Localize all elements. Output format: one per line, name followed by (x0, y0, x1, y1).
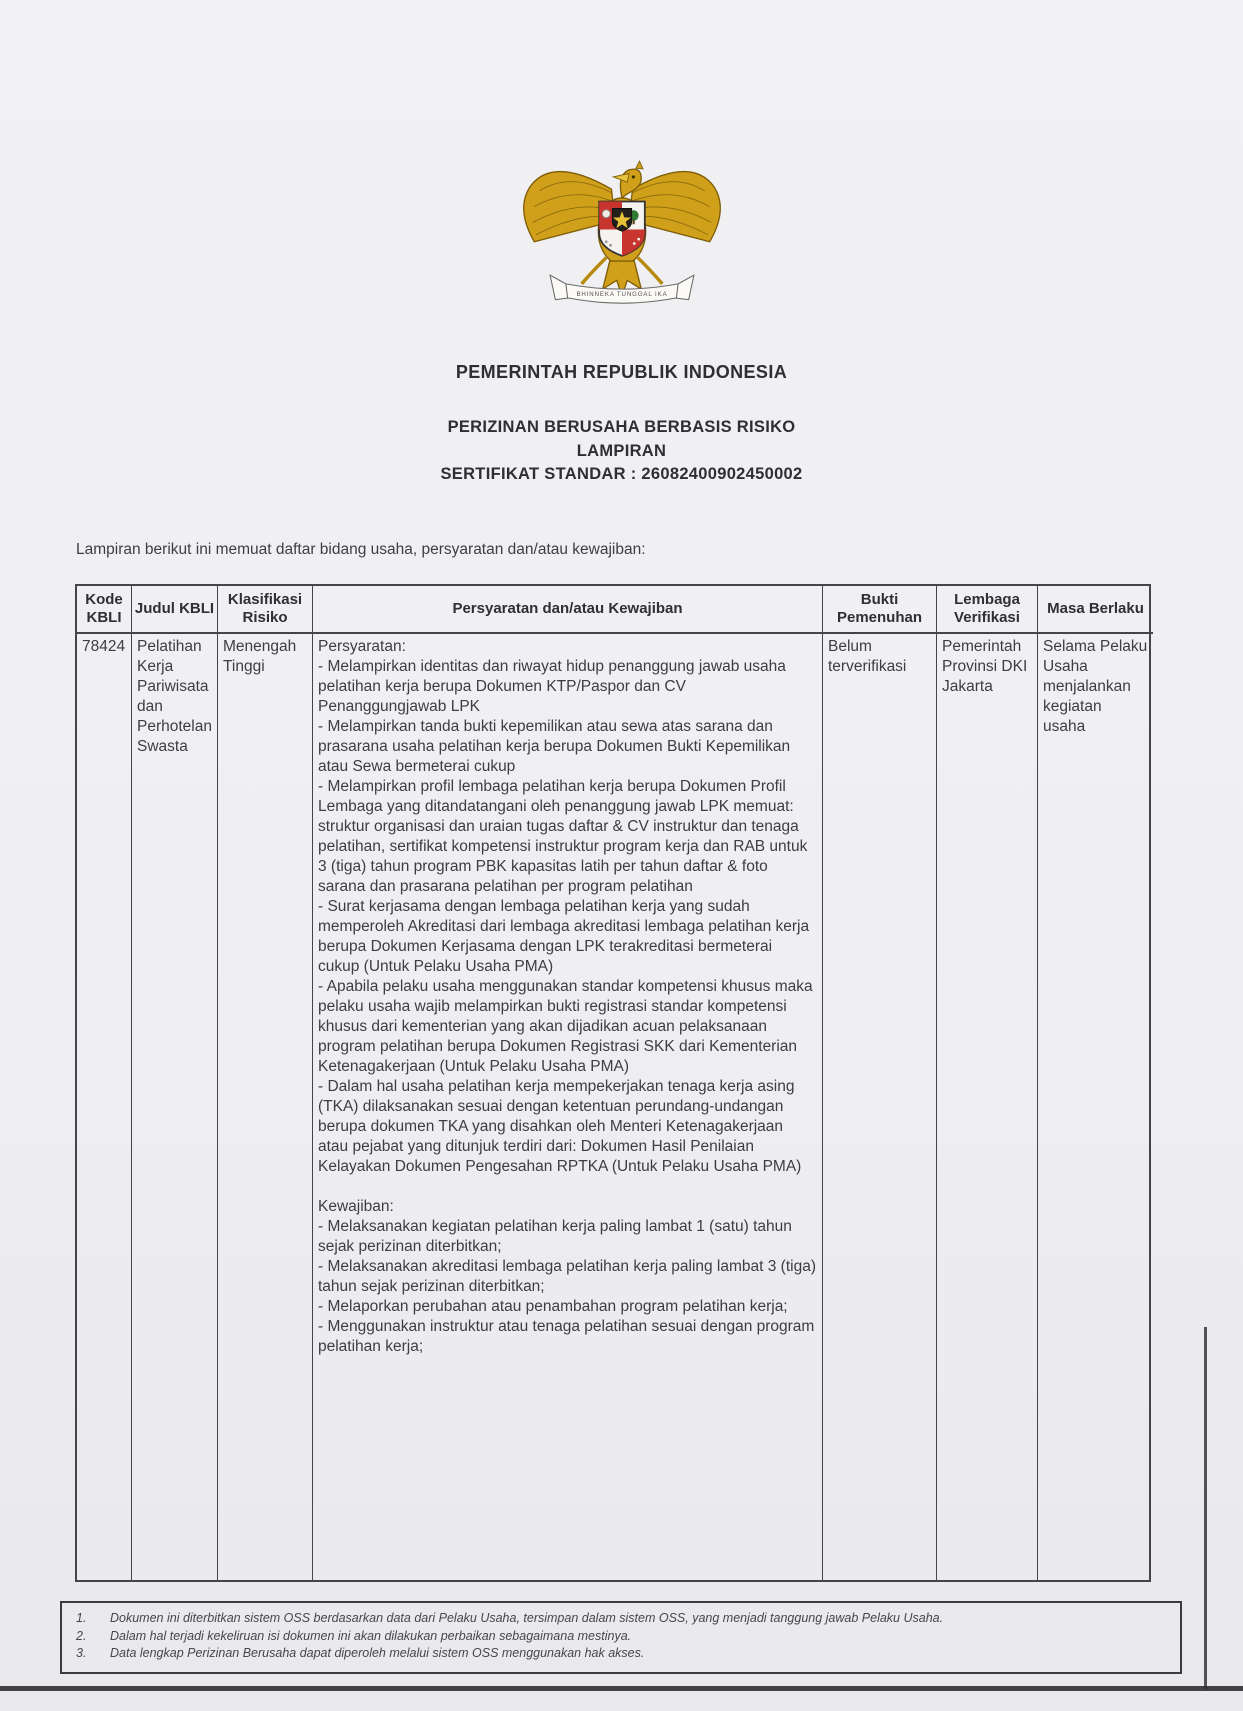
footnote-text: Dalam hal terjadi kekeliruan isi dokumen ini akan dilakukan perbaikan sebagaimana mestinya. (110, 1628, 632, 1643)
kewajiban-item: - Menggunakan instruktur atau tenaga pelatihan sesuai dengan program pelatihan kerja; (318, 1318, 815, 1355)
footnote-number: 1. (76, 1611, 87, 1625)
persyaratan-item: - Melampirkan tanda bukti kepemilikan atau sewa atas sarana dan prasarana usaha pelatihan kerja berupa Dokumen Bukti Kepemilikan atau Sewa bermeterai cukup (318, 718, 791, 775)
persyaratan-title: Persyaratan: (318, 638, 406, 655)
footnote (76, 1628, 1168, 1646)
document-title-line2: LAMPIRAN (576, 442, 667, 460)
emblem-motto: BHINNEKA TUNGGAL IKA (575, 291, 668, 299)
footnote-text: Data lengkap Perizinan Berusaha dapat diperoleh melalui sistem OSS menggunakan hak akses. (110, 1646, 645, 1660)
persyaratan-item: - Melampirkan profil lembaga pelatihan kerja berupa Dokumen Profil Lembaga yang ditandatangani oleh penanggung jawab LPK memuat: struktur organisasi dan uraian tugas daftar & CV instruktur dan tenaga pelatihan, sertifikat kompetensi instruktur program kerja dan RAB untuk 3 (tiga) tahun program PBK kapasitas latih per tahun daftar & foto sarana dan prasarana pelatihan per program pelatihan (318, 778, 808, 895)
kewajiban-item: - Melaporkan perubahan atau penambahan program pelatihan kerja; (318, 1298, 788, 1315)
footnotes-box (60, 1601, 1182, 1674)
kewajiban-item: - Melaksanakan kegiatan pelatihan kerja paling lambat 1 (satu) tahun sejak perizinan diterbitkan; (318, 1218, 792, 1255)
col-header-klasifikasi-risiko: Klasifikasi Risiko (218, 586, 313, 634)
cell-kode-kbli: 78424 (77, 634, 132, 1580)
government-title: PEMERINTAH REPUBLIK INDONESIA (455, 362, 788, 382)
persyaratan-item: - Dalam hal usaha pelatihan kerja mempekerjakan tenaga kerja asing (TKA) dilaksanakan sesuai dengan ketentuan perundang-undangan berupa dokumen TKA yang disahkan oleh Menteri Ketenagakerjaan atau pejabat yang ditunjuk terdiri dari: Dokumen Hasil Penilaian Kelayakan Dokumen Pengesahan RPTKA (Untuk Pelaku Usaha PMA) (318, 1078, 802, 1175)
persyaratan-item: - Apabila pelaku usaha menggunakan standar kompetensi khusus maka pelaku usaha wajib melampirkan bukti registrasi standar kompetensi khusus dari kementerian yang akan dijadikan acuan pelaksanaan program pelatihan berupa Dokumen Registrasi SKK dari Kementerian Ketenagakerjaan (Untuk Pelaku Usaha PMA) (318, 978, 813, 1075)
col-header-kode-kbli: Kode KBLI (77, 586, 132, 634)
intro-text: Lampiran berikut ini memuat daftar bidang usaha, persyaratan dan/atau kewajiban: (76, 541, 646, 558)
garuda-pancasila-icon (508, 140, 736, 312)
cell-klasifikasi-risiko: Menengah Tinggi (218, 634, 313, 1580)
cell-bukti-pemenuhan: Belum terverifikasi (823, 634, 937, 1580)
cell-masa-berlaku: Selama Pelaku Usaha menjalankan kegiatan usaha (1043, 638, 1148, 735)
col-header-bukti-pemenuhan: Bukti Pemenuhan (823, 586, 937, 634)
footnote (76, 1610, 1168, 1628)
footnote (76, 1645, 1168, 1663)
scan-edge-right (1204, 1327, 1207, 1689)
document-title-line1: PERIZINAN BERUSAHA BERBASIS RISIKO (447, 418, 796, 436)
col-header-judul-kbli: Judul KBLI (132, 586, 218, 634)
col-header-lembaga-verifikasi: Lembaga Verifikasi (937, 586, 1038, 634)
footnote-number: 3. (76, 1646, 87, 1660)
cell-persyaratan-kewajiban (313, 634, 823, 1580)
certificate-number-line: SERTIFIKAT STANDAR : 26082400902450002 (440, 465, 803, 483)
col-header-masa-berlaku: Masa Berlaku (1038, 586, 1153, 634)
kewajiban-title: Kewajiban: (318, 1198, 394, 1215)
col-header-persyaratan: Persyaratan dan/atau Kewajiban (313, 586, 823, 634)
scan-edge-bottom (0, 1686, 1243, 1691)
footnote-text: Dokumen ini diterbitkan sistem OSS berdasarkan data dari Pelaku Usaha, tersimpan dalam sistem OSS, yang menjadi tanggung jawab Pelaku Usaha. (110, 1611, 944, 1625)
footnote-number: 2. (76, 1628, 87, 1643)
persyaratan-item: - Surat kerjasama dengan lembaga pelatihan kerja yang sudah memperoleh Akreditasi dari lembaga akreditasi lembaga pelatihan kerja berupa Dokumen Kerjasama dengan LPK terakreditasi bermeterai cukup (Untuk Pelaku Usaha PMA) (318, 898, 810, 975)
kewajiban-item: - Melaksanakan akreditasi lembaga pelatihan kerja paling lambat 3 (tiga) tahun sejak perizinan diterbitkan; (318, 1258, 816, 1295)
cell-lembaga-verifikasi: Pemerintah Provinsi DKI Jakarta (937, 634, 1038, 1580)
persyaratan-item: - Melampirkan identitas dan riwayat hidup penanggung jawab usaha pelatihan kerja berupa Dokumen KTP/Paspor dan CV Penanggungjawab LPK (318, 658, 786, 715)
cell-judul-kbli: Pelatihan Kerja Pariwisata dan Perhotelan Swasta (132, 634, 218, 1580)
kbli-requirements-table (75, 584, 1151, 1582)
garuda-pancasila-emblem (0, 140, 1243, 317)
